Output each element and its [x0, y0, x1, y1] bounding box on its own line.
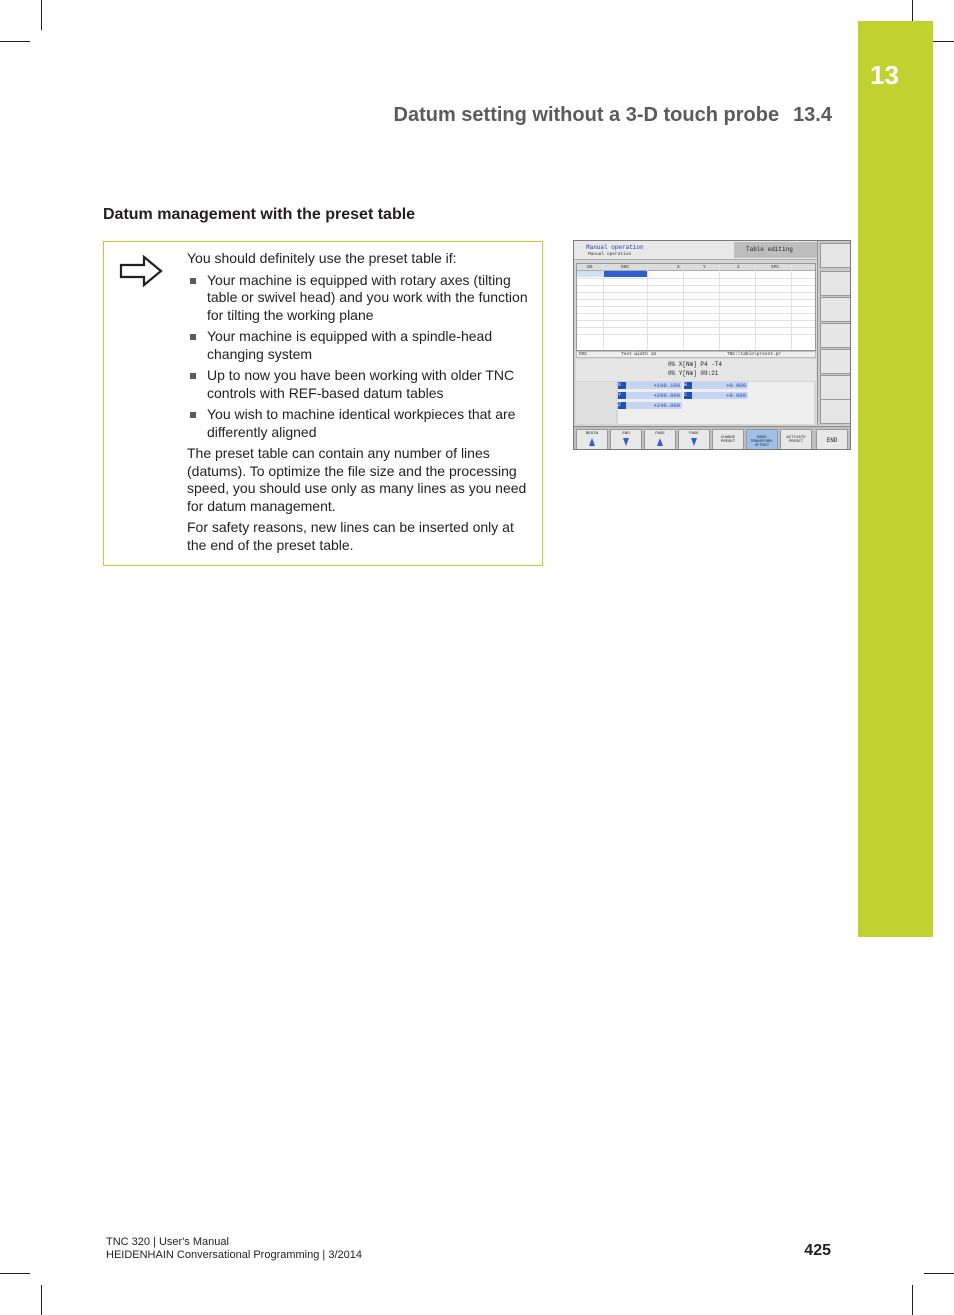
axis-label: C [684, 392, 692, 399]
table-row [577, 327, 815, 328]
screen-mode: Manual operation [586, 244, 644, 251]
table-column-line [719, 264, 720, 350]
table-column-line [603, 264, 604, 350]
table-row [577, 306, 815, 307]
axis-value: +0.000 [726, 382, 746, 389]
axis-value: +240.000 [653, 402, 680, 409]
footer-text [106, 1236, 362, 1262]
table-row [577, 320, 815, 321]
crop-mark [912, 1285, 913, 1315]
table-row [577, 292, 815, 293]
side-button [820, 349, 851, 374]
list-item: Your machine is equipped with a spindle-head changing system [187, 328, 537, 363]
softkey: CHANGE PRESET [712, 429, 744, 450]
arrow-right-outline-icon [118, 254, 164, 288]
crop-mark [41, 0, 42, 30]
table-column-line [755, 264, 756, 350]
table-column-line [647, 264, 648, 350]
chapter-number: 13 [870, 60, 899, 90]
table-row [577, 313, 815, 314]
footer-line: HEIDENHAIN Conversational Programming | 3/2014 [106, 1249, 362, 1261]
doc-value: Test width 18 [621, 352, 657, 357]
arrow-up-icon [589, 438, 595, 446]
note-paragraph: The preset table can contain any number of lines (datums). To optimize the file size and the processing speed, you should use only as many lines as you need for datum management. [187, 445, 527, 514]
table-row [577, 299, 815, 300]
running-header [394, 104, 832, 127]
axis-value: +0.000 [726, 392, 746, 399]
axis-label: X [618, 382, 626, 389]
list-item: You wish to machine identical workpieces that are differently aligned [187, 406, 537, 441]
note-intro: You should definitely use the preset table if: [187, 250, 457, 266]
table-column-line [791, 264, 792, 350]
list-item: Your machine is equipped with rotary axes (tilting table or swivel head) and you work with the function for tilting the working plane [187, 272, 537, 325]
side-button [820, 243, 851, 268]
axis-label: B [684, 382, 692, 389]
crop-mark [41, 1285, 42, 1315]
side-button [820, 375, 851, 400]
tnc-screenshot [573, 240, 851, 450]
axis-value: +200.000 [653, 392, 680, 399]
column-header: SPC [771, 265, 780, 270]
column-header: Y [703, 265, 706, 270]
side-button [820, 271, 851, 296]
screen-side-panel [817, 241, 851, 425]
selected-cell [603, 271, 647, 277]
preset-table-header [577, 264, 815, 271]
column-header: Z [737, 265, 740, 270]
screen-editing-mode: Table editing [734, 242, 817, 258]
note-text [187, 250, 537, 558]
softkey: PAGE [644, 429, 676, 450]
doc-bar [576, 351, 816, 358]
screen-submode: Manual operation [588, 252, 632, 257]
axis-row [684, 392, 748, 399]
doc-path: TNC:\table\preset.pr [727, 352, 782, 357]
softkey: PAGE [678, 429, 710, 450]
side-button [820, 297, 851, 322]
status-icons [576, 382, 616, 424]
doc-label: DOC [579, 352, 588, 357]
header-section-number: 13.4 [793, 104, 832, 126]
softkey-bar [574, 426, 851, 450]
status-line: 0% Y[Nm] 09:21 [668, 370, 719, 377]
softkey: END [610, 429, 642, 450]
softkey: END [816, 429, 848, 450]
header-title: Datum setting without a 3-D touch probe [393, 104, 780, 126]
status-area [576, 359, 816, 381]
side-button [820, 399, 851, 424]
column-header: NO [587, 265, 593, 270]
preset-table [576, 263, 816, 351]
note-bullet-list [187, 272, 537, 442]
table-row [577, 334, 815, 335]
side-button [820, 323, 851, 348]
softkey: BEGIN [576, 429, 608, 450]
axis-value: +100.100 [653, 382, 680, 389]
page-number: 425 [804, 1242, 831, 1259]
axis-row [618, 382, 682, 389]
selected-row [577, 271, 603, 277]
note-box [103, 241, 543, 566]
axis-row [684, 382, 748, 389]
status-line: 0% X[Nm] P4 -T4 [668, 361, 723, 368]
softkey: BASE TRANSFORM. OFFSET [746, 429, 778, 450]
arrow-down-icon [623, 438, 629, 446]
axis-label: Y [618, 392, 626, 399]
column-header: X [677, 265, 680, 270]
axis-label: Z [618, 402, 626, 409]
table-row [577, 278, 815, 279]
table-column-line [683, 264, 684, 350]
column-header: DOC [621, 265, 630, 270]
position-display [618, 382, 814, 424]
screen-title-bar [574, 241, 817, 260]
crop-mark [0, 1273, 30, 1274]
chapter-tab [858, 21, 933, 937]
crop-mark [0, 41, 30, 42]
footer-line: TNC 320 | User's Manual [106, 1236, 229, 1248]
arrow-up-icon [657, 438, 663, 446]
arrow-down-icon [691, 438, 697, 446]
crop-mark [924, 1273, 954, 1274]
axis-row [618, 392, 682, 399]
list-item: Up to now you have been working with older TNC controls with REF-based datum tables [187, 367, 537, 402]
axis-row [618, 402, 682, 409]
note-paragraph: For safety reasons, new lines can be inserted only at the end of the preset table. [187, 519, 514, 553]
table-row [577, 285, 815, 286]
section-title: Datum management with the preset table [103, 206, 416, 223]
softkey: ACTIVATE PRESET [780, 429, 812, 450]
